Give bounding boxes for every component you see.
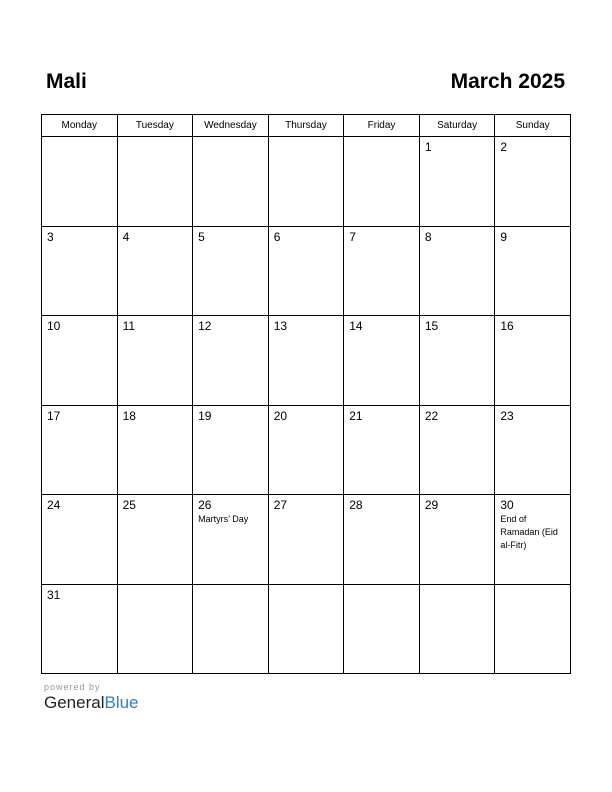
day-cell [495, 137, 571, 227]
day-number: 8 [424, 229, 432, 244]
day-cell [268, 316, 344, 406]
day-cell [42, 137, 118, 227]
brand-name [44, 693, 139, 713]
day-cell [344, 495, 420, 585]
day-number: 3 [47, 229, 54, 244]
day-number: 30 [500, 498, 514, 512]
day-number: 28 [349, 498, 363, 512]
day-cell [193, 584, 269, 674]
day-cell [344, 226, 420, 316]
day-cell [419, 405, 495, 495]
day-cell [193, 405, 269, 495]
weekday-saturday: Saturday [419, 115, 495, 137]
day-number: 24 [47, 498, 61, 512]
week-row [42, 137, 571, 227]
day-number: 7 [349, 229, 356, 244]
day-number: 21 [349, 408, 363, 423]
day-cell [419, 495, 495, 585]
day-cell [344, 405, 420, 495]
day-cell [268, 584, 344, 674]
weekday-thursday: Thursday [268, 115, 344, 137]
day-cell [495, 226, 571, 316]
day-number: 14 [349, 319, 363, 333]
day-cell [117, 226, 193, 316]
day-number: 22 [424, 408, 439, 423]
day-cell [344, 584, 420, 674]
day-number: 10 [47, 319, 61, 333]
day-cell [419, 316, 495, 406]
day-cell [117, 316, 193, 406]
weekday-monday: Monday [42, 115, 118, 137]
day-number: 29 [424, 498, 439, 512]
day-cell [419, 584, 495, 674]
day-cell [268, 495, 344, 585]
day-number: 31 [47, 587, 61, 602]
brand-name-part1: General [44, 693, 105, 712]
day-number: 5 [198, 229, 205, 244]
day-cell [268, 226, 344, 316]
day-number: 9 [500, 229, 508, 244]
week-row [42, 316, 571, 406]
day-cell [344, 137, 420, 227]
week-row [42, 495, 571, 585]
country-title: Mali [46, 70, 87, 93]
day-number: 13 [273, 319, 288, 333]
day-cell [419, 226, 495, 316]
holiday-label: Martyrs’ Day [198, 514, 249, 524]
day-cell [193, 226, 269, 316]
day-number: 1 [424, 140, 432, 154]
day-cell [495, 316, 571, 406]
day-cell [42, 226, 118, 316]
week-row [42, 584, 571, 674]
day-cell [193, 137, 269, 227]
day-cell [495, 405, 571, 495]
day-cell [117, 137, 193, 227]
day-number: 27 [273, 498, 288, 512]
day-number: 12 [198, 319, 212, 333]
week-row [42, 226, 571, 316]
day-cell [42, 584, 118, 674]
day-number: 25 [122, 498, 136, 512]
holiday-label: End of Ramadan (Eid al-Fitr) [500, 514, 558, 550]
day-number: 18 [122, 408, 136, 423]
day-number: 20 [273, 408, 288, 423]
weekday-header-row [42, 115, 571, 137]
day-number: 11 [122, 319, 136, 333]
day-cell [42, 316, 118, 406]
weekday-tuesday: Tuesday [117, 115, 193, 137]
day-cell [495, 495, 571, 585]
powered-by-text: powered by [44, 682, 101, 692]
brand-logo[interactable] [44, 682, 139, 713]
day-cell [344, 316, 420, 406]
day-cell [268, 137, 344, 227]
day-cell [193, 495, 269, 585]
day-cell [193, 316, 269, 406]
day-number: 15 [424, 319, 439, 333]
day-cell [419, 137, 495, 227]
day-number: 4 [122, 229, 130, 244]
day-cell [42, 405, 118, 495]
week-row [42, 405, 571, 495]
day-cell [268, 405, 344, 495]
month-year-title: March 2025 [450, 70, 565, 93]
weekday-friday: Friday [344, 115, 420, 137]
brand-name-part2: Blue [104, 693, 139, 712]
weekday-wednesday: Wednesday [193, 115, 269, 137]
weekday-sunday: Sunday [495, 115, 571, 137]
day-number: 23 [500, 408, 514, 423]
day-cell [117, 495, 193, 585]
day-number: 17 [47, 408, 61, 423]
day-cell [495, 584, 571, 674]
day-number: 2 [500, 140, 508, 154]
day-cell [42, 495, 118, 585]
day-number: 26 [198, 498, 212, 512]
calendar-grid [41, 114, 571, 674]
day-cell [117, 405, 193, 495]
day-number: 16 [500, 319, 514, 333]
day-cell [117, 584, 193, 674]
day-number: 19 [198, 408, 212, 423]
day-number: 6 [273, 229, 281, 244]
